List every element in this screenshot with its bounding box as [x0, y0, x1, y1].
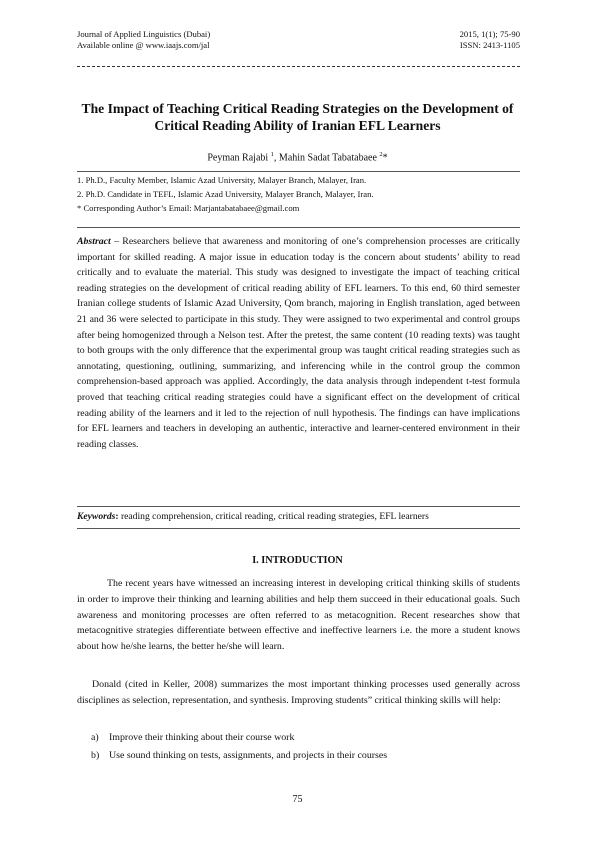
journal-name: Journal of Applied Linguistics (Dubai) — [77, 29, 211, 39]
author-2: Mahin Sadat Tabatabaee — [278, 152, 377, 164]
author-list — [60, 151, 535, 163]
intro-paragraph-1: The recent years have witnessed an increasing interest in developing critical thinking skills of students in order to improve their thinking and learning abilities and help them succeed in their educational goals. Such awareness and monitoring processes are often referred to as metacognition. Recent researches show that metacognitive strategies differentiate between effective and ineffective learners i.e. the more a student knows about how he/she learns, the better he/she will learn. — [77, 578, 520, 653]
list-item-text: Improve their thinking about their course work — [109, 732, 295, 743]
keywords-top-rule — [77, 506, 520, 507]
keywords — [77, 511, 520, 522]
keywords-colon: : — [115, 511, 121, 522]
journal-url: Available online @ www.iaajs.com/jal — [77, 40, 210, 50]
list-marker: a) — [91, 732, 99, 743]
paper-title — [60, 100, 535, 134]
keywords-text: reading comprehension, critical reading, critical reading strategies, EFL learners — [120, 511, 429, 522]
abstract-label: Abstract — [77, 236, 111, 247]
page-number: 75 — [292, 794, 303, 805]
author-1: Peyman Rajabi — [207, 152, 269, 164]
running-header — [77, 29, 520, 51]
volume-info: 2015, 1(1); 75-90 — [459, 29, 520, 39]
benefit-list — [91, 732, 520, 768]
abstract-top-rule — [77, 227, 520, 228]
list-item — [91, 732, 520, 743]
affiliations — [77, 173, 520, 215]
list-item — [91, 750, 520, 761]
author-separator: , — [273, 152, 279, 164]
author-1-affil-mark: 1 — [270, 151, 274, 158]
author-2-affil-mark: 2 — [379, 151, 383, 158]
intro-paragraph-2: Donald (cited in Keller, 2008) summarizes the most important thinking processes used generally across disciplines as selection, representation, and synthesis. Improving students” critical thinking skills will help: — [77, 679, 520, 706]
abstract — [77, 234, 520, 452]
affil-top-rule — [77, 171, 520, 172]
list-marker: b) — [91, 750, 100, 761]
abstract-text: Researchers believe that awareness and monitoring of one’s comprehension processes are critically important for skilled reading. A major issue in education today is the concern about students’ ability to read critically and to evaluate the material. This study was designed to investigate the impact of teaching critical reading strategies on the development of critical reading ability of EFL learners. To this end, 60 third semester Iranian college students of Islamic Azad University, Qom branch, majoring in English translation, aged between 21 and 36 were selected to participate in this study. They were assigned to two experimental and control groups after being homogenized through a Nelson test. After the pretest, the same content (10 reading texts) was taught to both groups with the only difference that the experimental group was taught critical reading strategies such as annotating, questioning, outlining, summarizing, and inferencing while in the control group the common comprehension-based approach was applied. Accordingly, the data analysis through independent t-test formula proved that teaching critical reading strategies could have a significant effect on the development of critical reading ability of the learners and it led to the rejection of null hypothesis. The findings can have implications for EFL learners and teachers in developing an authentic, interactive and learner-centered environment in their reading classes. — [77, 236, 520, 450]
affiliation-1: 1. Ph.D., Faculty Member, Islamic Azad University, Malayer Branch, Malayer, Iran. — [77, 175, 367, 185]
corresponding-mark: * — [382, 152, 388, 164]
issn: ISSN: 2413-1105 — [459, 40, 520, 50]
title-line-2: Critical Reading Ability of Iranian EFL Learners — [154, 118, 441, 133]
corresponding-email: * Corresponding Author’s Email: Marjantabatabaee@gmail.com — [77, 203, 300, 213]
keywords-label: Keywords — [77, 511, 116, 522]
list-item-text: Use sound thinking on tests, assignments, and projects in their courses — [109, 750, 388, 761]
header-divider — [77, 66, 520, 67]
section-heading: I. INTRODUCTION — [252, 555, 343, 566]
affiliation-2: 2. Ph.D. Candidate in TEFL, Islamic Azad University, Malayer Branch, Malayer, Iran. — [77, 189, 374, 199]
keywords-bottom-rule — [77, 528, 520, 529]
title-line-1: The Impact of Teaching Critical Reading Strategies on the Development of — [81, 101, 514, 116]
abstract-dash: – — [110, 236, 123, 247]
